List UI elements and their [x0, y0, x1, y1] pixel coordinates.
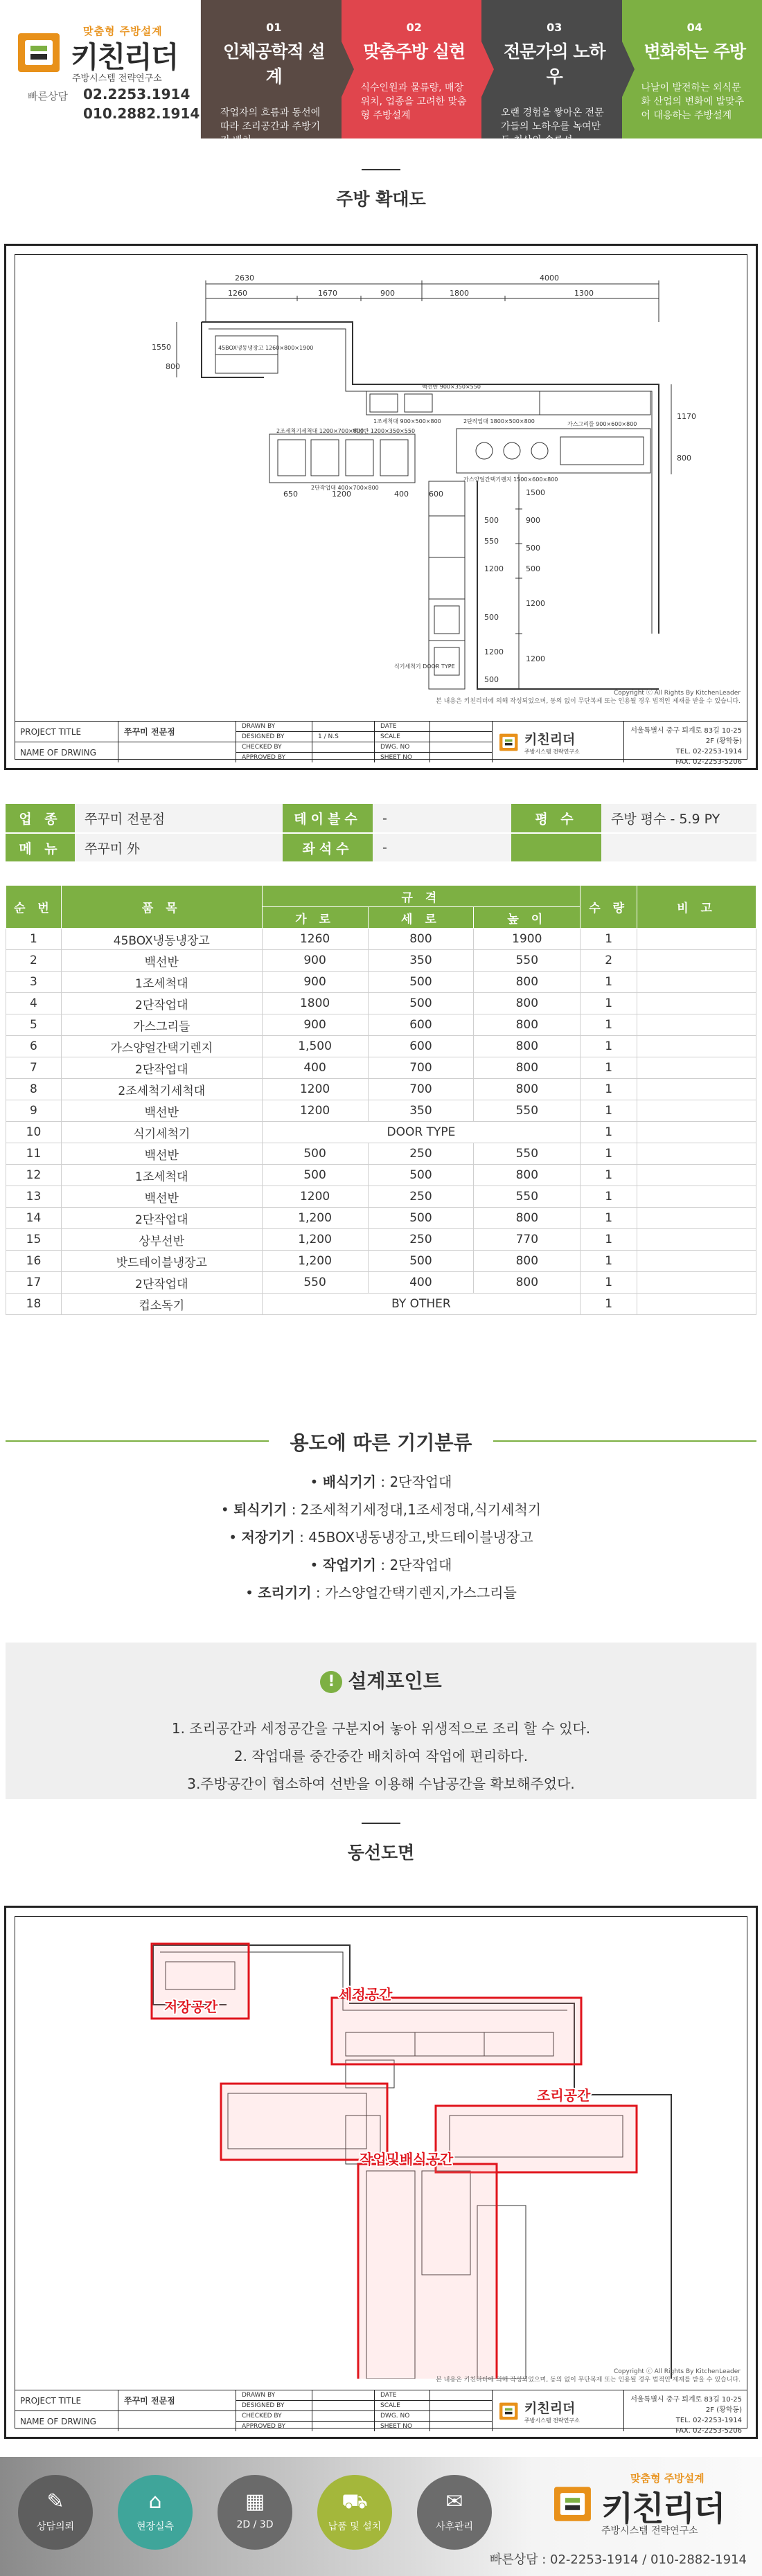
- cell-width: 1,200: [262, 1229, 368, 1251]
- cell-width: 900: [262, 1014, 368, 1036]
- category-label: 저장기기: [241, 1529, 295, 1546]
- category-item: • 배식기기 : 2단작업대: [310, 1474, 452, 1490]
- cell-height: 800: [474, 1272, 581, 1294]
- feature-description: 나날이 발전하는 외식문화 산업의 변화에 발맞추어 대응하는 주방설계: [641, 82, 745, 121]
- table-row: [6, 1272, 756, 1294]
- cell-width: 550: [262, 1272, 368, 1294]
- table-row: [6, 1294, 756, 1315]
- cell-note: [637, 1272, 756, 1294]
- feature-title: 전문가의 노하우: [503, 42, 605, 87]
- cell-name: 2단작업대: [61, 993, 262, 1014]
- cell-no: 17: [6, 1272, 62, 1294]
- design-point-list: [6, 1715, 756, 1798]
- category-item: • 퇴식기기 : 2조세척기세정대,1조세정대,식기세척기: [220, 1501, 542, 1518]
- dim-v-11: 1200: [484, 647, 504, 656]
- cell-depth: 350: [368, 950, 474, 972]
- table-row: [6, 1079, 756, 1100]
- brand-logo-icon: [18, 29, 65, 76]
- cell-name: 45BOX냉동냉장고: [61, 929, 262, 950]
- label-sink2: 2조세척기세척대 1200×700×800: [276, 428, 364, 434]
- equipment-spec-table: 순 번 품 목 규 격 수 량 비 고 가 로 세 로 높 이 1 45BOX냉동냉장고 1260 800 1900 1 2 백선반 900 350 550 2 3 1조세척대 900 500 800 1 4 2단작업대 1800 500 800 1 5 가스그리들 900 600 800 1 6 가스양얼간택기렌지 1,500 600 800 1 7 2단작업대 400 700 800 1 8 2조세척기세척대 1200 700 800 1 9 백선반 1200 350 550 1 10 식기세척기 DOOR TYPE 1 11 백선반 500 250 550 1 12 1조세척대 500 500 800 1 13 백선반 1200 250 550 1 14 2단작업대 1,200 500 800 1 15 상부선반 1,200 250 770 1 16 밧드테이블냉장고 1,200 500 800 1 17 2단작업대 550 400 800 1 18 컵소독기 BY OTHER 1: [6, 885, 756, 1315]
- brand-subtitle: 주방시스템 전략연구소: [72, 73, 162, 84]
- phone-label: 빠른상담: [28, 90, 68, 102]
- design-point-item: 1. 조리공간과 세정공간을 구분지어 놓아 위생적으로 조리 할 수 있다.: [171, 1720, 591, 1737]
- brand-slogan: 맞춤형 주방설계: [83, 25, 163, 37]
- cell-note: [637, 950, 756, 972]
- feature-card-3: [481, 0, 622, 146]
- dim-v-6: 1200: [526, 654, 545, 663]
- info-row-1: 업 종 쭈꾸미 전문점 테이블수 - 평 수 주방 평수 - 5.9 PY: [6, 804, 756, 833]
- cell-width: 900: [262, 950, 368, 972]
- cell-height: 1900: [474, 929, 581, 950]
- category-title: 용도에 따른 기기분류: [290, 1431, 472, 1454]
- cell-name: 1조세척대: [61, 972, 262, 993]
- feature-card-1: [201, 0, 342, 146]
- cell-name: 2단작업대: [61, 1057, 262, 1079]
- service-step-label: 납품 및 설치: [328, 2521, 382, 2532]
- cell-qty: 1: [581, 1143, 637, 1165]
- cell-depth: 500: [368, 1251, 474, 1272]
- label-dishwasher: 식기세척기 DOOR TYPE: [394, 663, 455, 670]
- label-backshelf-top: 백선반 900×350×550: [422, 384, 481, 390]
- cell-no: 13: [6, 1186, 62, 1208]
- cell-note: [637, 972, 756, 993]
- category-list: [0, 1468, 762, 1607]
- cell-no: 15: [6, 1229, 62, 1251]
- cell-width: 1,500: [262, 1036, 368, 1057]
- drawing-title-block-2: PROJECT TITLE NAME OF DRWING 쭈꾸미 전문점 DRAWN BY DESIGNED BY CHECKED BY APPROVED BY DATE SCALE DWG. NO SHEET NO 키친리더 주방시스템 전략연구소 서울특별시 중구 퇴계로 83길 10-25 2F (황학동) TEL. 02-2253-1914 FAX. 02-2253-5206: [15, 2390, 747, 2431]
- phone-number-1[interactable]: 02.2253.1914: [83, 86, 190, 102]
- cell-depth: 250: [368, 1229, 474, 1251]
- cell-note: [637, 1014, 756, 1036]
- zone-storage-label: 저장공간: [164, 1998, 218, 2015]
- dim-second-3: 900: [380, 289, 395, 298]
- cell-name: 1조세척대: [61, 1165, 262, 1186]
- dim-mid-1: 650: [283, 490, 298, 499]
- table-row: [6, 1014, 756, 1036]
- cell-note: [637, 1186, 756, 1208]
- dim-second-5: 1300: [574, 289, 594, 298]
- cell-qty: 1: [581, 1294, 637, 1315]
- table-row: [6, 1036, 756, 1057]
- cell-depth: 400: [368, 1272, 474, 1294]
- copyright-note-2: Copyright ⓒ All Rights By KitchenLeader 본 내용은 키친리더에 의해 작성되었으며, 동의 없이 무단복제 또는 인용될 경우 법적인 제재를 받을 수 있습니다.: [436, 2368, 741, 2383]
- label-work2: 2단작업대 1800×500×800: [463, 418, 535, 424]
- info-row-2: 메 뉴 쭈꾸미 外 좌석수 -: [6, 833, 756, 862]
- cell-qty: 1: [581, 1272, 637, 1294]
- cell-qty: 1: [581, 993, 637, 1014]
- cell-note: [637, 1143, 756, 1165]
- cell-width: 500: [262, 1165, 368, 1186]
- cell-no: 11: [6, 1143, 62, 1165]
- cell-height: 800: [474, 1014, 581, 1036]
- cell-no: 4: [6, 993, 62, 1014]
- cell-depth: 500: [368, 1165, 474, 1186]
- dim-top-1: 2630: [235, 274, 254, 283]
- dim-top-2: 4000: [540, 274, 559, 283]
- footer-brand-subtitle: 주방시스템 전략연구소: [601, 2525, 698, 2537]
- table-row: [6, 1251, 756, 1272]
- cell-name: 상부선반: [61, 1229, 262, 1251]
- cell-name: 2조세척기세척대: [61, 1079, 262, 1100]
- feature-title: 인체공학적 설계: [222, 42, 325, 87]
- cell-width: 500: [262, 1143, 368, 1165]
- cell-height: 800: [474, 1036, 581, 1057]
- feature-title: 변화하는 주방: [644, 42, 746, 62]
- kitchen-plan-drawing: [4, 244, 758, 770]
- cell-note: [637, 993, 756, 1014]
- zone-washing-box: [332, 1998, 581, 2064]
- cell-width: 1200: [262, 1079, 368, 1100]
- bullet-icon: •: [220, 1501, 234, 1518]
- category-label: 조리기기: [258, 1584, 312, 1601]
- site-footer: [0, 2457, 762, 2576]
- cell-depth: 250: [368, 1186, 474, 1208]
- table-row: [6, 1186, 756, 1208]
- cell-note: [637, 1251, 756, 1272]
- category-label: 퇴식기기: [233, 1501, 287, 1518]
- cell-depth: 350: [368, 1100, 474, 1122]
- cell-qty: 1: [581, 1036, 637, 1057]
- cell-name: 컵소독기: [61, 1294, 262, 1315]
- cell-name: 백선반: [61, 1143, 262, 1165]
- cell-qty: 1: [581, 929, 637, 950]
- table-row: [6, 1165, 756, 1186]
- arrow-right-icon: [481, 42, 494, 97]
- dim-mid-2: 1200: [332, 490, 351, 499]
- cell-width: 1,200: [262, 1208, 368, 1229]
- zone-washing-lower-box: [221, 2084, 387, 2160]
- category-item: • 저장기기 : 45BOX냉동냉장고,밧드테이블냉장고: [229, 1529, 533, 1546]
- cell-width: 1260: [262, 929, 368, 950]
- cell-no: 7: [6, 1057, 62, 1079]
- label-work2b: 2단작업대 400×700×800: [311, 485, 379, 491]
- cell-name: 백선반: [61, 1100, 262, 1122]
- cell-height: 550: [474, 1186, 581, 1208]
- service-step-icon: ⌂: [148, 2489, 162, 2514]
- bullet-icon: •: [310, 1474, 323, 1490]
- titleblock-logo-icon-2: [499, 2401, 520, 2422]
- label-sink1: 1조세척대 900×500×800: [373, 418, 441, 424]
- bullet-icon: •: [245, 1584, 258, 1601]
- cell-note: [637, 1208, 756, 1229]
- dim-v-7: 500: [484, 516, 499, 525]
- zone-serving-box: [358, 2164, 497, 2379]
- zone-washing-label: 세정공간: [339, 1986, 393, 2003]
- cell-width: 1800: [262, 993, 368, 1014]
- design-point-title: ! 설계포인트: [6, 1666, 756, 1694]
- project-title: 쭈꾸미 전문점: [118, 722, 236, 742]
- table-row: [6, 1057, 756, 1079]
- service-step-label: 사후관리: [435, 2521, 474, 2532]
- cell-no: 12: [6, 1165, 62, 1186]
- table-row: [6, 1122, 756, 1143]
- feature-number: 02: [406, 21, 422, 34]
- cell-spec-merged: DOOR TYPE: [262, 1122, 581, 1143]
- table-row: [6, 950, 756, 972]
- cell-qty: 1: [581, 1122, 637, 1143]
- dim-v-8: 550: [484, 537, 499, 546]
- design-point-box: [6, 1643, 756, 1799]
- service-step-icon: ✎: [46, 2489, 64, 2514]
- dim-v-10: 500: [484, 613, 499, 622]
- category-item: • 작업기기 : 2단작업대: [310, 1557, 452, 1573]
- cell-no: 10: [6, 1122, 62, 1143]
- service-step-icon: ✉: [445, 2489, 463, 2514]
- cell-note: [637, 1079, 756, 1100]
- cell-height: 800: [474, 1079, 581, 1100]
- cell-no: 6: [6, 1036, 62, 1057]
- cell-depth: 700: [368, 1079, 474, 1100]
- category-item: • 조리기기 : 가스양얼간택기렌지,가스그리들: [245, 1584, 517, 1601]
- cell-qty: 1: [581, 1229, 637, 1251]
- table-row: [6, 1208, 756, 1229]
- footer-brand-name[interactable]: 키친리더: [601, 2489, 725, 2528]
- dim-v-2: 900: [526, 516, 540, 525]
- cell-qty: 1: [581, 1165, 637, 1186]
- cell-no: 14: [6, 1208, 62, 1229]
- cell-qty: 1: [581, 1079, 637, 1100]
- category-value: 2단작업대: [389, 1474, 452, 1490]
- cell-note: [637, 1100, 756, 1122]
- project-info-table: [6, 804, 756, 863]
- footer-phone[interactable]: 빠른상담 : 02-2253-1914 / 010-2882-1914: [489, 2552, 747, 2567]
- feature-title: 맞춤주방 실현: [363, 42, 466, 62]
- zone-cooking-box: [436, 2106, 637, 2172]
- cell-name: 2단작업대: [61, 1208, 262, 1229]
- cell-width: 900: [262, 972, 368, 993]
- cell-no: 5: [6, 1014, 62, 1036]
- cell-height: 800: [474, 1165, 581, 1186]
- cell-note: [637, 1165, 756, 1186]
- dim-right-2: 800: [677, 454, 691, 463]
- category-value: 가스양얼간택기렌지,가스그리들: [325, 1584, 517, 1601]
- service-step-icon: ▦: [245, 2489, 265, 2514]
- table-row: [6, 929, 756, 950]
- cell-name: 2단작업대: [61, 1272, 262, 1294]
- cell-width: 1,200: [262, 1251, 368, 1272]
- feature-card-2: [342, 0, 482, 138]
- category-value: 2조세척기세정대,1조세정대,식기세척기: [300, 1501, 542, 1518]
- cell-height: 800: [474, 1057, 581, 1079]
- brand-name: 키친리더: [71, 40, 178, 74]
- cell-note: [637, 1229, 756, 1251]
- cell-qty: 1: [581, 972, 637, 993]
- flow-plan-svg: [6, 1908, 756, 2379]
- cell-note: [637, 1122, 756, 1143]
- dim-v-5: 1200: [526, 599, 545, 608]
- service-step-label: 2D / 3D: [236, 2519, 274, 2530]
- cell-height: 800: [474, 972, 581, 993]
- dim-v-1: 1500: [526, 488, 545, 497]
- bullet-icon: •: [229, 1529, 242, 1546]
- phone-number-2[interactable]: 010.2882.1914: [83, 105, 200, 122]
- site-header: [0, 0, 762, 146]
- cell-qty: 1: [581, 1186, 637, 1208]
- service-step-button-4[interactable]: [317, 2475, 392, 2550]
- feature-description: 작업자의 흐름과 동선에 따라 조리공간과 주방기기 배치: [220, 107, 321, 146]
- arrow-right-icon: [342, 42, 354, 97]
- dim-second-4: 1800: [450, 289, 469, 298]
- feature-description: 오랜 경험을 쌓아온 전문가들의 노하우를 녹여만든 최상의 솔루션: [501, 107, 604, 146]
- cell-qty: 1: [581, 1208, 637, 1229]
- cell-depth: 800: [368, 929, 474, 950]
- cell-qty: 1: [581, 1014, 637, 1036]
- titleblock-logo: 키친리더 주방시스템 전략연구소: [493, 722, 624, 762]
- dim-v-3: 500: [526, 544, 540, 553]
- exclamation-icon: !: [320, 1671, 342, 1693]
- cell-height: 770: [474, 1229, 581, 1251]
- cell-no: 9: [6, 1100, 62, 1122]
- footer-logo-icon: [554, 2483, 596, 2525]
- service-step-button-2[interactable]: [118, 2475, 193, 2550]
- design-point-item: 3.주방공간이 협소하여 선반을 이용해 수납공간을 확보해주었다.: [187, 1776, 575, 1792]
- design-point-item: 2. 작업대를 중간중간 배치하여 작업에 편리하다.: [233, 1748, 529, 1764]
- cell-depth: 250: [368, 1143, 474, 1165]
- cell-name: 백선반: [61, 950, 262, 972]
- dim-left-2: 800: [166, 362, 180, 371]
- cell-note: [637, 1294, 756, 1315]
- label-range: 가스양얼간택기렌지 1500×600×800: [463, 476, 558, 483]
- brand-logo-block[interactable]: [0, 0, 201, 138]
- cell-note: [637, 1057, 756, 1079]
- cell-note: [637, 929, 756, 950]
- cell-name: 밧드테이블냉장고: [61, 1251, 262, 1272]
- cell-qty: 1: [581, 1100, 637, 1122]
- service-step-icon: ⛟: [342, 2489, 368, 2514]
- cell-no: 8: [6, 1079, 62, 1100]
- cell-name: 가스양얼간택기렌지: [61, 1036, 262, 1057]
- cell-qty: 1: [581, 1057, 637, 1079]
- dim-right-1: 1170: [677, 412, 696, 421]
- feature-description: 식수인원과 물류량, 매장위치, 업종을 고려한 맞춤형 주방설계: [360, 82, 467, 121]
- cell-depth: 500: [368, 993, 474, 1014]
- section-title-flow-plan: 동선도면: [0, 1839, 762, 1864]
- zone-cooking-label: 조리공간: [537, 2087, 591, 2104]
- table-row: [6, 1229, 756, 1251]
- cell-no: 3: [6, 972, 62, 993]
- cell-height: 800: [474, 1208, 581, 1229]
- bullet-icon: •: [310, 1557, 323, 1573]
- cell-qty: 1: [581, 1251, 637, 1272]
- category-divider-right: [493, 1440, 756, 1442]
- cell-depth: 500: [368, 1208, 474, 1229]
- cell-no: 1: [6, 929, 62, 950]
- service-step-label: 상담의뢰: [36, 2521, 75, 2532]
- category-value: 2단작업대: [389, 1557, 452, 1573]
- dim-left-1: 1550: [152, 343, 171, 352]
- cell-width: 400: [262, 1057, 368, 1079]
- dim-v-12: 500: [484, 675, 499, 684]
- feature-number: 04: [686, 21, 702, 34]
- cell-depth: 500: [368, 972, 474, 993]
- service-step-button-1[interactable]: [18, 2475, 93, 2550]
- cell-no: 2: [6, 950, 62, 972]
- table-row: [6, 993, 756, 1014]
- floor-plan-svg: [6, 246, 756, 710]
- category-value: 45BOX냉동냉장고,밧드테이블냉장고: [308, 1529, 533, 1546]
- feature-card-4: [622, 0, 762, 138]
- table-row: [6, 972, 756, 993]
- section-title-kitchen-plan: 주방 확대도: [0, 186, 762, 211]
- dim-second-1: 1260: [228, 289, 247, 298]
- copyright-note: Copyright ⓒ All Rights By KitchenLeader 본 내용은 키친리더에 의해 작성되었으며, 동의 없이 무단복제 또는 인용될 경우 법적인 제재를 받을 수 있습니다.: [436, 690, 741, 705]
- cell-name: 가스그리들: [61, 1014, 262, 1036]
- drawing-title-block: PROJECT TITLE NAME OF DRWING 쭈꾸미 전문점 DRAWN BY DESIGNED BY CHECKED BY APPROVED BY 1 / N.S DATE SCALE DWG. NO SHEET NO 키친리더 주방시스템 전략연구소 서울특별시 중구 퇴계로 83길 10-25 2F (황학동) TEL. 02-2253-1914 FAX. 02-2253-5206: [15, 721, 747, 762]
- cell-height: 800: [474, 993, 581, 1014]
- cell-spec-merged: BY OTHER: [262, 1294, 581, 1315]
- dim-v-9: 1200: [484, 564, 504, 573]
- feature-number: 03: [547, 21, 562, 34]
- cell-note: [637, 1036, 756, 1057]
- cell-no: 16: [6, 1251, 62, 1272]
- cell-depth: 700: [368, 1057, 474, 1079]
- cell-depth: 600: [368, 1036, 474, 1057]
- table-row: [6, 1143, 756, 1165]
- cell-height: 550: [474, 1143, 581, 1165]
- feature-number: 01: [266, 21, 282, 34]
- cell-height: 550: [474, 1100, 581, 1122]
- label-backshelf-mid: 백선반 1200×350×550: [353, 428, 416, 434]
- dim-second-2: 1670: [318, 289, 337, 298]
- service-step-button-3[interactable]: [218, 2475, 292, 2550]
- cell-depth: 600: [368, 1014, 474, 1036]
- cell-height: 800: [474, 1251, 581, 1272]
- service-step-button-5[interactable]: [417, 2475, 492, 2550]
- arrow-right-icon: [622, 42, 635, 97]
- label-grill: 가스그리들 900×600×800: [567, 421, 637, 427]
- label-freezer: 45BOX냉동냉장고 1260×800×1900: [218, 345, 314, 351]
- cell-width: 1200: [262, 1100, 368, 1122]
- dim-v-4: 500: [526, 564, 540, 573]
- flow-plan-drawing: [4, 1906, 758, 2439]
- dim-mid-3: 400: [394, 490, 409, 499]
- cell-name: 식기세척기: [61, 1122, 262, 1143]
- category-label: 작업기기: [322, 1557, 376, 1573]
- service-step-label: 현장실측: [136, 2521, 175, 2532]
- cell-qty: 2: [581, 950, 637, 972]
- dim-mid-4: 600: [429, 490, 443, 499]
- table-row: [6, 1100, 756, 1122]
- titleblock-logo-icon: [499, 732, 520, 753]
- zone-serving-label: 작업및배식공간: [360, 2151, 454, 2167]
- footer-brand-slogan: 맞춤형 주방설계: [630, 2472, 705, 2485]
- cell-height: 550: [474, 950, 581, 972]
- cell-name: 백선반: [61, 1186, 262, 1208]
- category-label: 배식기기: [322, 1474, 376, 1490]
- cell-width: 1200: [262, 1186, 368, 1208]
- cell-no: 18: [6, 1294, 62, 1315]
